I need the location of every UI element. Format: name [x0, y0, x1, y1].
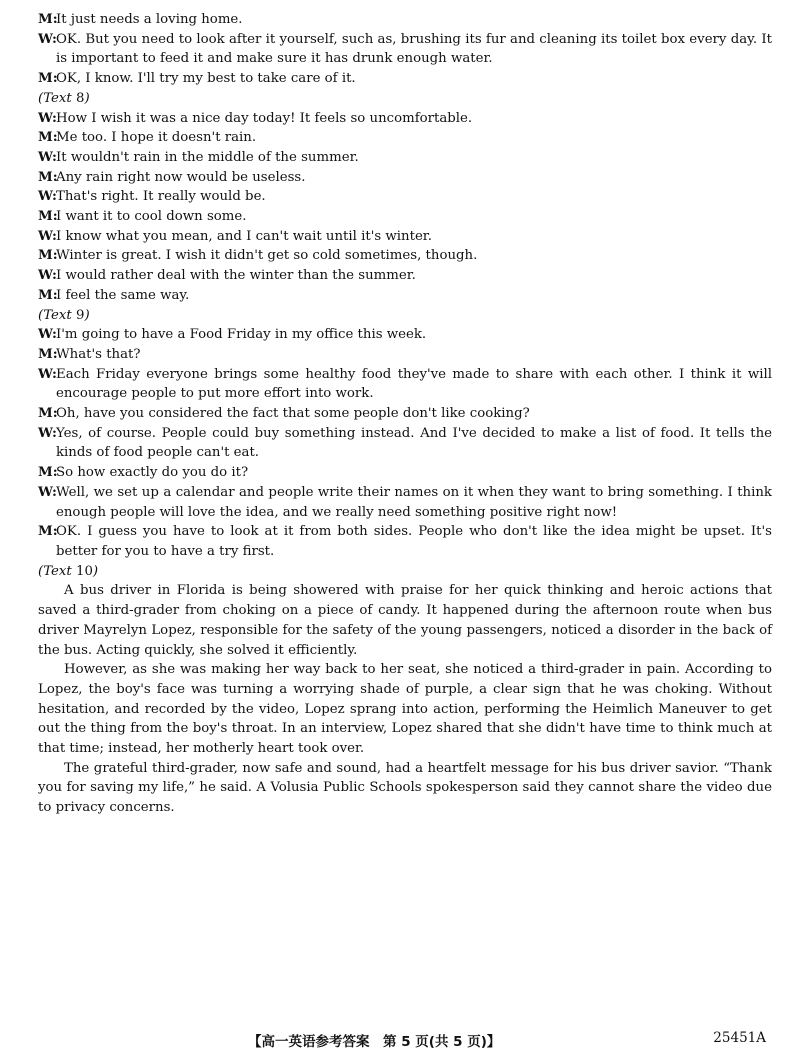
section-number: 8	[76, 90, 85, 106]
dialogue-line	[38, 522, 772, 561]
dialogue-line	[38, 404, 772, 424]
speaker-label: W:	[38, 149, 57, 165]
speaker-label: M:	[38, 524, 58, 540]
dialogue-text: OK, I know. I'll try my best to take care of it.	[56, 71, 356, 87]
dialogue-line	[38, 148, 772, 168]
dialogue-text: I'm going to have a Food Friday in my office this week.	[56, 327, 427, 343]
dialogue-text: Oh, have you considered the fact that some people don't like cooking?	[56, 406, 530, 422]
speaker-label: W:	[38, 327, 57, 343]
speaker-label: W:	[38, 110, 57, 126]
speaker-label: M:	[38, 209, 58, 225]
dialogue-line	[38, 365, 772, 404]
dialogue-text: OK. I guess you have to look at it from both sides. People who don't like the idea might be upset. It's better for you to have a try first.	[56, 524, 772, 559]
dialogue-text: Me too. I hope it doesn't rain.	[56, 130, 257, 146]
dialogue-line	[38, 286, 772, 306]
dialogue-text: Yes, of course. People could buy something instead. And I've decided to make a list of food. It tells the kinds of food people can't eat.	[56, 425, 772, 461]
dialogue-line	[38, 463, 772, 483]
speaker-label: W:	[38, 189, 57, 205]
dialogue-text: I want it to cool down some.	[56, 209, 247, 225]
dialogue-line	[38, 109, 772, 129]
dialogue-line	[38, 345, 772, 365]
speaker-label: W:	[38, 425, 57, 441]
speaker-label: M:	[38, 248, 58, 264]
dialogue-line	[38, 10, 772, 30]
speaker-label: M:	[38, 169, 58, 185]
dialogue-line	[38, 483, 772, 522]
dialogue-line	[38, 266, 772, 286]
section-number: 10	[76, 563, 93, 579]
section-label: Text	[43, 307, 72, 323]
speaker-label: W:	[38, 268, 57, 284]
dialogue-line	[38, 246, 772, 266]
dialogue-text: I feel the same way.	[56, 287, 190, 303]
speaker-label: W:	[38, 228, 57, 244]
speaker-label: M:	[38, 130, 58, 146]
speaker-label: W:	[38, 484, 57, 500]
dialogue-line	[38, 168, 772, 188]
dialogue-line	[38, 128, 772, 148]
speaker-label: M:	[38, 71, 58, 87]
footer-code: 25451A	[713, 1030, 766, 1046]
section-label: Text	[43, 563, 72, 579]
speaker-label: M:	[38, 465, 58, 481]
page-footer	[0, 1030, 800, 1050]
speaker-label: M:	[38, 406, 58, 422]
dialogue-line	[38, 227, 772, 247]
dialogue-text: I would rather deal with the winter than the summer.	[56, 268, 416, 284]
dialogue-line	[38, 69, 772, 89]
dialogue-text: That's right. It really would be.	[56, 189, 266, 205]
dialogue-text: Any rain right now would be useless.	[56, 169, 306, 185]
speaker-label: M:	[38, 346, 58, 362]
speaker-label: W:	[38, 366, 57, 382]
footer-title: 【高一英语参考答案 第 5 页(共 5 页)】	[248, 1034, 501, 1050]
dialogue-line	[38, 30, 772, 69]
dialogue-text: Winter is great. I wish it didn't get so cold sometimes, though.	[56, 248, 478, 264]
dialogue-text: How I wish it was a nice day today! It feels so uncomfortable.	[56, 110, 473, 126]
dialogue-line	[38, 187, 772, 207]
dialogue-text: Each Friday everyone brings some healthy food they've made to share with each other. I think it will encourage people to put more effort into work.	[56, 366, 772, 402]
section-label: Text	[43, 90, 72, 106]
dialogue-text: What's that?	[56, 346, 141, 362]
speaker-label: M:	[38, 287, 58, 303]
passage-paragraph: A bus driver in Florida is being showered with praise for her quick thinking and heroic actions that saved a third-grader from choking on a piece of candy. It happened during the afternoon route when bus driver Mayrelyn Lopez, responsible for the safety of the young passengers, noticed a disorder in the back of the bus. Acting quickly, she solved it efficiently.	[38, 583, 772, 658]
dialogue-line	[38, 207, 772, 227]
dialogue-text: So how exactly do you do it?	[56, 465, 249, 481]
document-body	[38, 10, 772, 818]
dialogue-text: Well, we set up a calendar and people write their names on it when they want to bring something. I think enough people will love the idea, and we really need something positive right now!	[56, 484, 772, 520]
speaker-label: M:	[38, 12, 58, 27]
passage-paragraph: The grateful third-grader, now safe and sound, had a heartfelt message for his bus driver savior. “Thank you for saving my life,” he said. A Volusia Public Schools spokesperson said they cannot share the video due to privacy concerns.	[38, 760, 772, 816]
dialogue-text: I know what you mean, and I can't wait until it's winter.	[56, 228, 432, 244]
dialogue-text: It wouldn't rain in the middle of the summer.	[56, 149, 359, 165]
dialogue-line	[38, 325, 772, 345]
dialogue-text: OK. But you need to look after it yourself, such as, brushing its fur and cleaning its toilet box every day. It is important to feed it and make sure it has drunk enough water.	[56, 31, 772, 67]
speaker-label: W:	[38, 31, 57, 47]
dialogue-text: It just needs a loving home.	[56, 12, 243, 27]
dialogue-line	[38, 424, 772, 463]
section-heading: (Text 8)	[38, 90, 90, 106]
section-heading: (Text 10)	[38, 563, 99, 579]
passage-paragraph: However, as she was making her way back to her seat, she noticed a third-grader in pain. According to Lopez, the boy's face was turning a worrying shade of purple, a clear sign that he was choking. Without hesitation, and recorded by the video, Lopez sprang into action, performing the Heimlich Maneuver to get out the thing from the boy's throat. In an interview, Lopez shared that she didn't have time to think much at that time; instead, her motherly heart took over.	[38, 662, 772, 757]
section-heading: (Text 9)	[38, 307, 90, 323]
section-number: 9	[76, 307, 85, 323]
